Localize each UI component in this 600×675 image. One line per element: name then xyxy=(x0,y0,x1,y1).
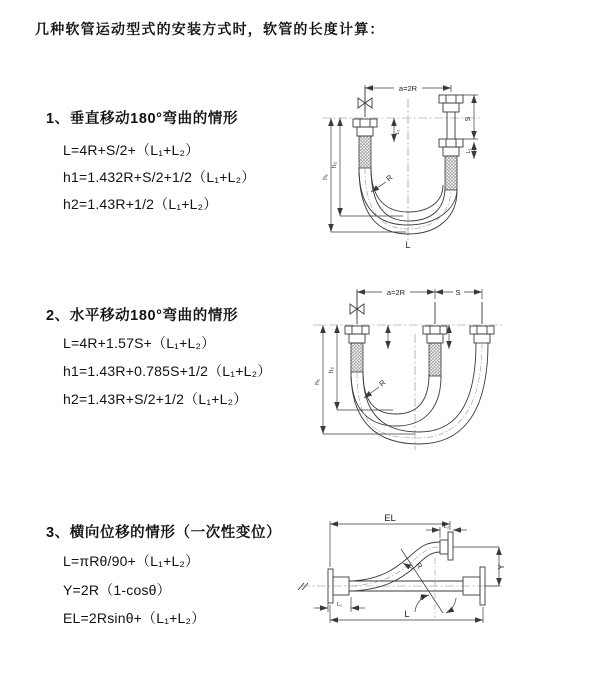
page-title: 几种软管运动型式的安装方式时，软管的长度计算： xyxy=(35,21,385,37)
dim-y xyxy=(453,547,506,586)
dim-label-el: EL xyxy=(384,513,396,524)
braided-hose-left xyxy=(359,136,371,168)
dim-label-l1-left: L₁ xyxy=(395,129,401,135)
hose-s-curve xyxy=(351,542,440,591)
dim-fitting-right xyxy=(466,142,474,159)
right-fitting-lower xyxy=(439,139,463,190)
radius-label: R xyxy=(384,172,395,184)
dim-l2 xyxy=(426,524,467,538)
length-label: L xyxy=(405,240,411,250)
section3-formula-L: L=πRθ/90+（L₁+L₂） xyxy=(63,553,200,569)
radius-callout xyxy=(371,173,395,192)
dim-label-s: S xyxy=(455,288,461,297)
section2-formula-h1: h1=1.43R+0.785S+1/2（L₁+L₂） xyxy=(63,363,272,379)
dim-label-h2: h₂ xyxy=(331,161,338,169)
dim-label-length: L xyxy=(404,609,410,620)
diagram-vertical-180 xyxy=(308,75,590,260)
left-fitting xyxy=(345,326,369,372)
section1-formula-h1: h1=1.432R+S/2+1/2（L₁+L₂） xyxy=(63,169,256,185)
section3-formula-EL: EL=2Rsinθ+（L₁+L₂） xyxy=(63,610,206,626)
dim-label-h1: h₁ xyxy=(314,379,321,385)
radius-label: R xyxy=(413,560,425,571)
section3-formula-Y: Y=2R（1-cosθ） xyxy=(63,582,171,598)
dim-label-l1-right: L₁ xyxy=(466,148,472,154)
section2-formula-h2: h2=1.43R+S/2+1/2（L₁+L₂） xyxy=(63,391,248,407)
section2-formula-L: L=4R+1.57S+（L₁+L₂） xyxy=(63,335,216,351)
section1-formula-L: L=4R+S/2+（L₁+L₂） xyxy=(63,142,200,158)
angle-label: θ xyxy=(420,595,424,602)
section1-formula-h2: h2=1.43R+1/2（L₁+L₂） xyxy=(63,196,218,212)
dim-label-h2: h₂ xyxy=(328,366,335,374)
middle-fitting xyxy=(423,302,447,376)
dim-label-h1: h₁ xyxy=(322,174,329,180)
dim-span xyxy=(357,287,482,318)
dim-label-y: Y xyxy=(497,564,506,570)
dim-el xyxy=(330,513,450,567)
angle-theta xyxy=(415,595,456,613)
right-fitting-upper xyxy=(439,95,463,139)
diagram-lateral-displacement xyxy=(295,505,600,645)
braided-hose-left xyxy=(351,343,363,372)
dim-label-a2r: a=2R xyxy=(386,288,406,297)
radius-callout xyxy=(364,378,388,398)
centerline-break-mark xyxy=(298,583,308,590)
dim-stroke-S xyxy=(463,95,478,139)
diagram-horizontal-180 xyxy=(305,282,600,457)
dim-l1 xyxy=(314,597,365,612)
dim-h1 xyxy=(314,325,415,434)
dim-h1 xyxy=(322,118,406,232)
section3-heading: 3、横向位移的情形（一次性变位） xyxy=(46,525,282,541)
upper-flange-fitting-displaced xyxy=(440,532,453,560)
hose-u-bends xyxy=(351,343,488,444)
left-fitting xyxy=(353,119,377,168)
dim-label-l1: L₁ xyxy=(337,602,342,608)
centerlines xyxy=(298,558,503,618)
section2-heading: 2、水平移动180°弯曲的情形 xyxy=(46,308,239,324)
section1-heading: 1、垂直移动180°弯曲的情形 xyxy=(46,111,239,127)
dim-label-a2r: a=2R xyxy=(398,84,418,93)
radius-label: R xyxy=(377,377,388,389)
dim-label-l2: L₂ xyxy=(443,524,450,530)
braided-hose-middle xyxy=(429,343,441,376)
dim-fitting-left xyxy=(394,118,401,142)
dim-label-s: S xyxy=(465,116,472,122)
braided-hose-right xyxy=(445,156,457,190)
right-fitting xyxy=(470,302,494,343)
